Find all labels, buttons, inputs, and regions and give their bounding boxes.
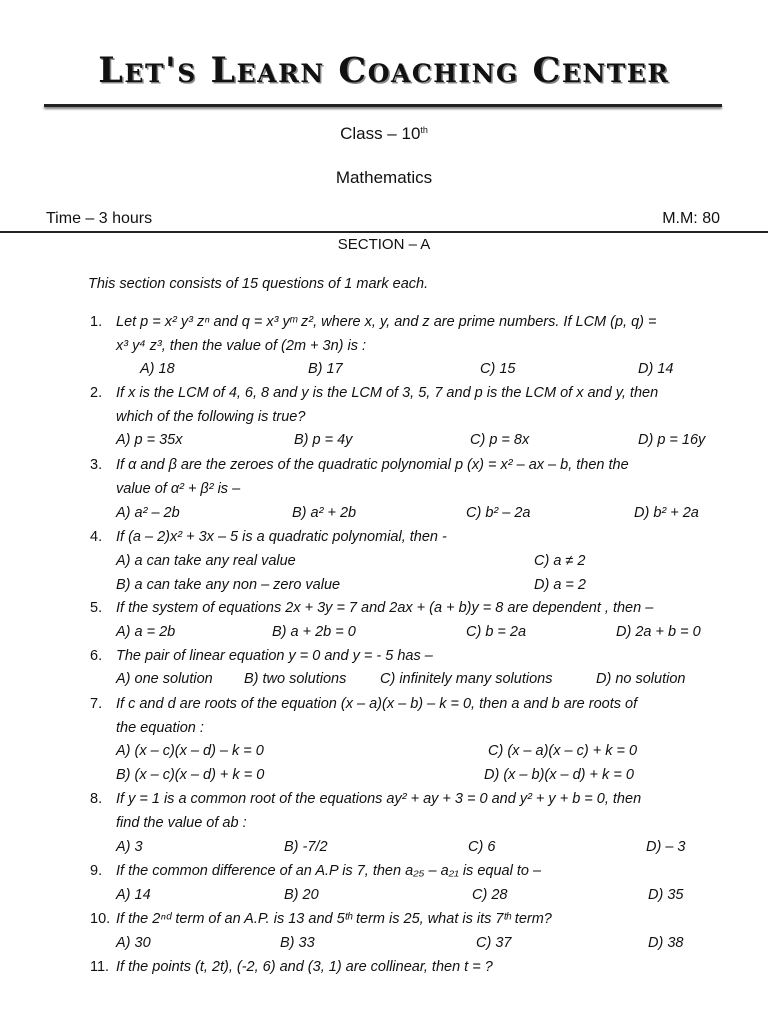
option-d: D) (x – b)(x – d) + k = 0 (484, 767, 634, 783)
question-number: 4. (90, 529, 103, 545)
question-text: Let p = x² y³ zⁿ and q = x³ yᵐ z², where x, y, and z are prime numbers. If LCM (p, q) = (116, 314, 657, 330)
option-d: D) 2a + b = 0 (616, 624, 701, 640)
question-7-line2: the equation : (116, 720, 204, 736)
option-d: D) 14 (638, 361, 674, 377)
question-text: The pair of linear equation y = 0 and y = - 5 has – (116, 648, 433, 664)
question-2-line2: which of the following is true? (116, 409, 306, 425)
question-number: 1. (90, 314, 103, 330)
option-d: D) p = 16y (638, 432, 706, 448)
question-text: If the system of equations 2x + 3y = 7 and 2ax + (a + b)y = 8 are dependent , then – (116, 600, 654, 616)
question-2 (90, 385, 658, 401)
time-allowed: Time – 3 hours (46, 210, 153, 227)
option-c: C) (x – a)(x – c) + k = 0 (488, 743, 638, 759)
class-sup: th (420, 125, 428, 135)
question-number: 6. (90, 648, 103, 664)
option-c: C) 15 (480, 361, 516, 377)
option-a: A) 18 (140, 361, 175, 377)
question-5 (90, 600, 653, 616)
option-b: B) 20 (284, 887, 319, 903)
option-b: B) 17 (308, 361, 343, 377)
option-d: D) – 3 (646, 839, 686, 855)
option-c: C) b = 2a (466, 624, 527, 640)
option-a: A) (x – c)(x – d) – k = 0 (116, 743, 264, 759)
question-4 (90, 529, 447, 545)
option-b: B) -7/2 (284, 839, 328, 855)
option-a: A) a = 2b (116, 624, 176, 640)
question-8 (90, 791, 641, 807)
max-marks: M.M: 80 (662, 210, 720, 227)
title-divider (44, 104, 722, 107)
question-1-line2: x³ y⁴ z³, then the value of (2m + 3n) is : (116, 338, 367, 354)
question-number: 7. (90, 696, 103, 712)
option-b: B) a can take any non – zero value (116, 577, 341, 593)
question-7 (90, 696, 637, 712)
question-number: 3. (90, 457, 103, 473)
question-text: If α and β are the zeroes of the quadratic polynomial p (x) = x² – ax – b, then the (116, 457, 629, 473)
option-a: A) p = 35x (116, 432, 183, 448)
option-b: B) two solutions (244, 671, 347, 687)
question-number: 8. (90, 791, 103, 807)
header-divider (0, 231, 768, 233)
option-a: A) 30 (116, 935, 151, 951)
question-text: If (a – 2)x² + 3x – 5 is a quadratic polynomial, then - (116, 529, 447, 545)
question-9 (90, 863, 541, 879)
option-c: C) 28 (472, 887, 508, 903)
option-b: B) 33 (280, 935, 315, 951)
option-b: B) p = 4y (294, 432, 353, 448)
question-3 (90, 457, 629, 473)
option-a: A) one solution (116, 671, 213, 687)
option-c: C) 6 (468, 839, 496, 855)
option-b: B) a + 2b = 0 (272, 624, 356, 640)
question-1 (90, 314, 657, 330)
question-text: If the points (t, 2t), (-2, 6) and (3, 1) are collinear, then t = ? (116, 959, 493, 975)
question-10 (90, 911, 552, 927)
question-number: 11. (90, 959, 110, 975)
question-text: If c and d are roots of the equation (x – a)(x – b) – k = 0, then a and b are roots of (116, 696, 638, 712)
question-text: If x is the LCM of 4, 6, 8 and y is the LCM of 3, 5, 7 and p is the LCM of x and y, then (116, 385, 659, 401)
section-intro: This section consists of 15 questions of 1 mark each. (88, 276, 429, 292)
subject: Mathematics (335, 168, 433, 187)
option-a: A) 3 (116, 839, 143, 855)
question-number: 9. (90, 863, 103, 879)
option-d: D) a = 2 (534, 577, 586, 593)
option-c: C) infinitely many solutions (380, 671, 553, 687)
option-c: C) 37 (476, 935, 512, 951)
option-c: C) b² – 2a (466, 505, 531, 521)
option-a: A) 14 (116, 887, 151, 903)
question-8-line2: find the value of ab : (116, 815, 247, 831)
option-b: B) a² + 2b (292, 505, 357, 521)
class-line (0, 124, 768, 144)
option-d: D) no solution (596, 671, 686, 687)
option-c: C) a ≠ 2 (534, 553, 586, 569)
question-6 (90, 648, 433, 664)
option-d: D) 38 (648, 935, 684, 951)
section-heading: SECTION – A (337, 236, 431, 253)
question-text: If the common difference of an A.P is 7, then a₂₅ – a₂₁ is equal to – (116, 863, 542, 879)
question-text: If the 2ⁿᵈ term of an A.P. is 13 and 5ᵗʰ term is 25, what is its 7ᵗʰ term? (116, 911, 552, 927)
option-d: D) b² + 2a (634, 505, 699, 521)
option-b: B) (x – c)(x – d) + k = 0 (116, 767, 265, 783)
option-d: D) 35 (648, 887, 684, 903)
option-c: C) p = 8x (470, 432, 530, 448)
option-a: A) a² – 2b (116, 505, 180, 521)
question-3-line2: value of α² + β² is – (116, 481, 241, 497)
question-11 (90, 959, 493, 975)
question-number: 5. (90, 600, 103, 616)
page-title: Let's Learn Coaching Center (98, 50, 670, 91)
class-text: Class – 10 (340, 124, 421, 143)
option-a: A) a can take any real value (116, 553, 296, 569)
question-text: If y = 1 is a common root of the equations ay² + ay + 3 = 0 and y² + y + b = 0, then (116, 791, 642, 807)
question-number: 10. (90, 911, 111, 927)
question-number: 2. (90, 385, 103, 401)
